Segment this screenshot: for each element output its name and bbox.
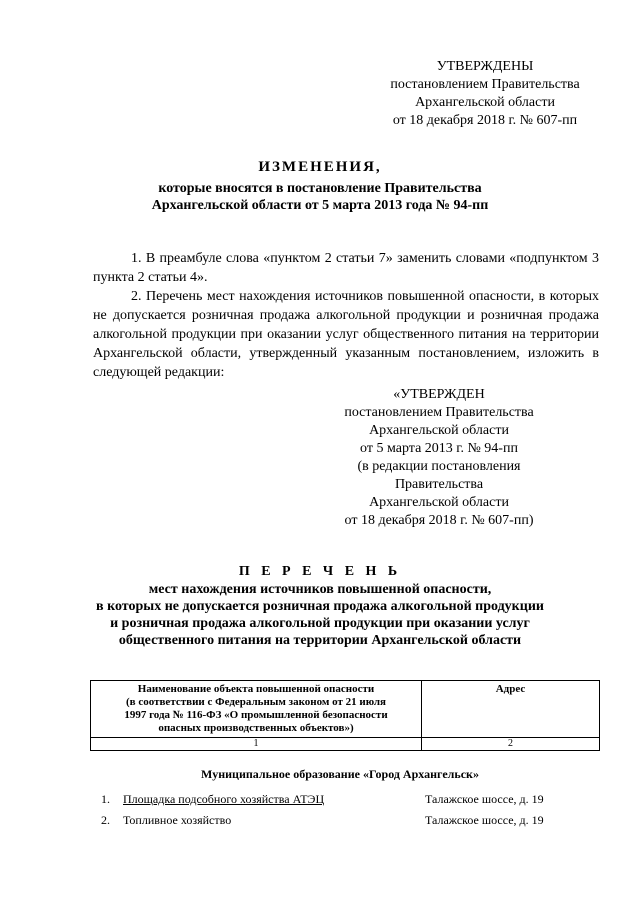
row-2-address: Талажское шоссе, д. 19 <box>425 813 544 827</box>
municipality-heading: Муниципальное образование «Город Архангельск» <box>201 767 479 781</box>
approved-list-date: от 5 марта 2013 г. № 94-пп <box>360 441 518 456</box>
approved-list-edition-date: от 18 декабря 2018 г. № 607-пп) <box>344 513 534 528</box>
paragraph-2-text: 2. Перечень мест нахождения источников повышенной опасности, в которых не допускается розничная продажа алкогольной продукции и розничная продажа алкогольной продукции при оказании услуг общественного питания на территории Архангельской области, утвержденный указанным постановлением, изложить в следующей редакции: <box>93 289 599 380</box>
list-subtitle-line-4: общественного питания на территории Архангельской области <box>118 633 522 648</box>
row-1-number: 1. <box>101 792 110 806</box>
approved-list-edition: (в редакции постановления Правительства <box>357 459 521 492</box>
approved-region-line: Архангельской области <box>415 95 555 110</box>
column-header-address: Адрес <box>422 681 600 738</box>
approval-stamp-top <box>380 58 590 130</box>
subtitle-line-1: которые вносятся в постановление Правительства <box>158 181 482 196</box>
paragraph-1 <box>93 249 599 287</box>
approved-list-label: «УТВЕРЖДЕН <box>393 387 485 402</box>
approval-stamp-list <box>312 386 566 530</box>
document-title: ИЗМЕНЕНИЯ, <box>258 159 382 175</box>
paragraph-2 <box>93 287 599 382</box>
objects-table-header <box>90 680 600 751</box>
paragraph-1-text: 1. В преамбуле слова «пунктом 2 статьи 7» заменить словами «подпунктом 3 пункта 2 статьи 4». <box>93 251 599 285</box>
approved-list-edition-region: Архангельской области <box>369 495 509 510</box>
row-2-name: Топливное хозяйство <box>123 813 232 827</box>
approved-by-line: постановлением Правительства <box>390 77 580 92</box>
row-1-address: Талажское шоссе, д. 19 <box>425 792 544 806</box>
column-header-name-line-4: опасных производственных объектов») <box>158 722 354 734</box>
column-number-2: 2 <box>422 738 600 751</box>
list-subtitle-line-1: мест нахождения источников повышенной опасности, <box>148 582 492 597</box>
list-subtitle-line-2: в которых не допускается розничная продажа алкогольной продукции <box>96 599 544 614</box>
list-subtitle <box>0 581 640 649</box>
document-subtitle <box>0 180 640 214</box>
column-header-name <box>91 681 422 738</box>
row-1-name: Площадка подсобного хозяйства АТЭЦ <box>123 792 325 806</box>
row-2-number: 2. <box>101 813 110 827</box>
list-title: П Е Р Е Ч Е Н Ь <box>238 564 402 579</box>
column-header-name-line-3: 1997 года № 116-ФЗ «О промышленной безопасности <box>124 709 388 721</box>
column-header-name-line-1: Наименование объекта повышенной опасности <box>137 683 375 695</box>
approved-list-by: постановлением Правительства <box>344 405 534 420</box>
subtitle-line-2: Архангельской области от 5 марта 2013 года № 94-пп <box>151 198 489 213</box>
approved-list-region: Архангельской области <box>369 423 509 438</box>
list-subtitle-line-3: и розничная продажа алкогольной продукции при оказании услуг <box>110 616 530 631</box>
column-header-name-line-2: (в соответствии с Федеральным законом от 21 июля <box>126 696 386 708</box>
column-number-1: 1 <box>91 738 422 751</box>
approved-label: УТВЕРЖДЕНЫ <box>436 59 534 74</box>
approved-date-line: от 18 декабря 2018 г. № 607-пп <box>392 113 578 128</box>
